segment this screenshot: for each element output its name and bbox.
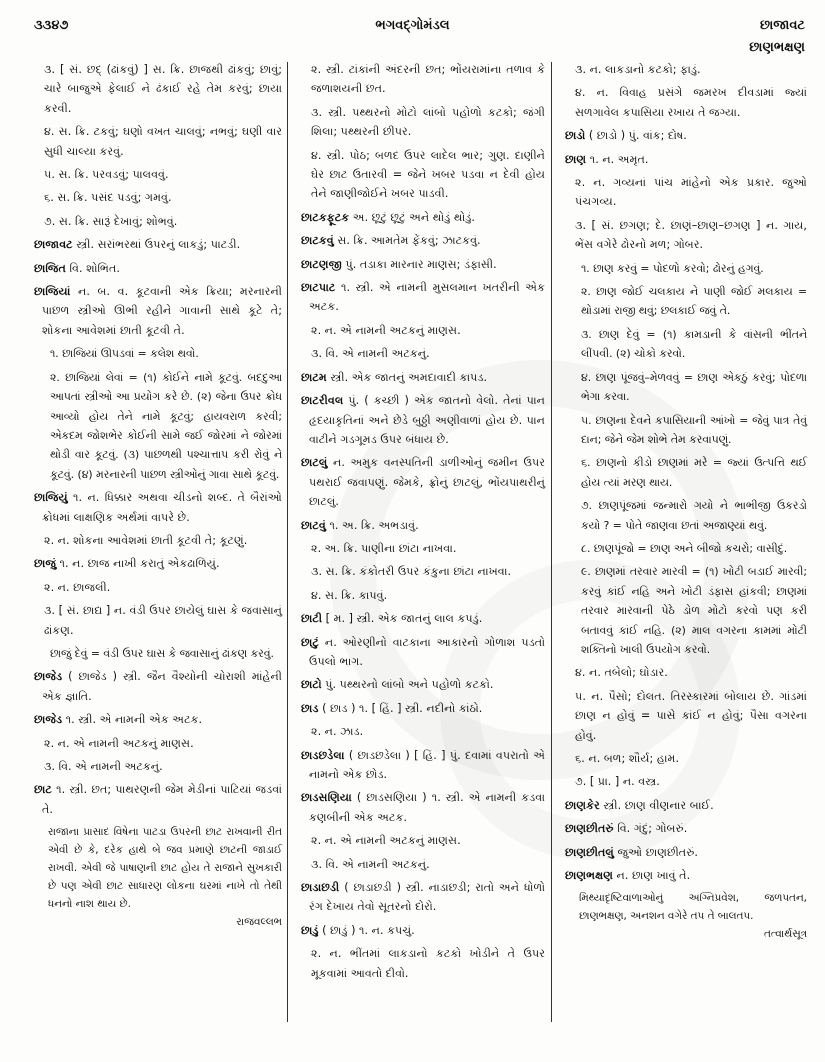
definition-text: ૧. સ્ત્રી. છત; પાથરણની જેમ મેડીનાં પાટિયાં જડવાં તે. xyxy=(42,783,282,816)
dictionary-entry xyxy=(34,259,282,278)
sense-entry xyxy=(301,722,545,741)
citation-source: તત્વાર્થસૂત્ર xyxy=(763,928,807,941)
dictionary-entry xyxy=(301,516,545,535)
column-3 xyxy=(565,60,807,947)
definition-text: ૫. સ. ક્રિ. પરવડવું; પાલવવું. xyxy=(44,168,169,182)
column-divider xyxy=(287,62,288,1022)
headword: છાણભક્ષણ xyxy=(565,869,613,883)
sense-entry xyxy=(565,687,807,745)
idiom-entry xyxy=(34,344,282,363)
headword: છાજાવટ xyxy=(34,238,73,252)
headword: છાટલું xyxy=(301,456,328,470)
headword: છાજેડ xyxy=(34,713,63,727)
definition-text: સ્ત્રી. એક જાતનું અમદાવાદી કાપડ. xyxy=(330,370,488,384)
sense-entry xyxy=(34,122,282,161)
definition-text: ૪. સ્ત્રી. પોઠ; બળદ ઉપર લાદેલ ભાર; ગુણ. દાણીને ઘેર છાટ ઉતારવી = જેને ખબર પડવા ન દેવી હોય તેને જાણીજોઈને ખબર પાડવી. xyxy=(311,148,545,201)
definition-text: ૨. છાણ જોઈ ચલકાય ને પાણી જોઈ મલકાય = થોડામાં રાજી થવું; છલકાઈ જવું તે. xyxy=(581,285,807,318)
definition-text: ૨. સ્ત્રી. ટાંકાંની અંદરની છત; ભોંયરામાંના તળાવ કે જળાશયની છત. xyxy=(311,63,545,96)
definition-text: ૨. ન. ગવ્યનાં પાંચ માંહેનો એક પ્રકાર. જુઓ પંચગવ્ય. xyxy=(575,176,807,209)
definition-text: ૯. છાણમાં તરવાર મારવી = (૧) ખોટી બડાઈ મારવી; કરવું કાંઈ નહિ અને ખોટી ડંફાસ હાંકવી; છાણમાં તરવાર મારવાની પેઠે ડોળ મોટો કરવો પણ કરી બતાવવું કાંઈ નહિ. (૨) માલ વગરના કામમાં મોટી શક્તિનો ખાલી ઉપયોગ કરવો. xyxy=(581,565,807,656)
definition-text: ૮. છાણપૂંજો = છાણ અને બીજો કચરો; વાસીદું. xyxy=(581,541,788,555)
definition-text: મિથ્યાદૃષ્ટિવાળાઓનું અગ્નિપ્રવેશ, જળપતન, છાણભક્ષણ, અનશન વગેરે તપ તે બાલતપ. xyxy=(579,892,807,923)
sense-entry xyxy=(301,539,545,558)
sense-entry xyxy=(565,60,807,79)
sense-entry xyxy=(34,165,282,184)
sense-entry xyxy=(34,757,282,776)
headword: છાડછડેલા xyxy=(301,748,345,762)
dictionary-entry xyxy=(565,796,807,815)
dictionary-entry xyxy=(565,126,807,145)
column-divider xyxy=(551,62,552,1022)
definition-text: ૧. ન. ધિક્કાર અથવા ચીડનો શબ્દ. તે બૈરાંઓ ક્રોધમાં લાક્ષણિક અર્થમાં વાપરે છે. xyxy=(42,491,283,524)
definition-text: ૩. વિ. એ નામની અટકનું. xyxy=(44,760,163,773)
headword: છાટરીવલ xyxy=(301,394,344,408)
definition-text: ૩. સ્ત્રી. પથ્થરનો મોટો લાંબો પહોળો કટકો; જંગી શિલા; પથ્થરની છીપર. xyxy=(311,105,545,139)
headword: છાટવું xyxy=(301,518,326,532)
definition-text: ૬. સ. ક્રિ. પસંદ પડવું; ગમવું. xyxy=(44,191,172,205)
headword: છાડાછડી xyxy=(301,881,340,895)
idiom-entry xyxy=(565,325,807,364)
definition-text: ૨. ન. એ નામની અટકનું માણસ. xyxy=(311,323,461,337)
headword: છાડસણિયા xyxy=(301,791,352,805)
headword: છાણછીતલું xyxy=(565,845,614,859)
headword: છાટું xyxy=(301,635,319,649)
book-title: ભગવદ્ગોમંડલ xyxy=(375,18,450,33)
definition-text: ૫. છાણના દેવને કપાસિયાની આંખો = જેવું પાત્ર તેવું દાન; જેને જેમ શોભે તેમ કરવાપણું. xyxy=(581,413,807,446)
headword: છાજિત xyxy=(34,261,66,275)
headword: છાડો xyxy=(565,129,586,143)
definition-text: રાજાના પ્રાસાદ વિષેના પાટડા ઉપરની છાટ રાખવાની રીત એવી છે કે, દરેક હાથે બે જવ પ્રમાણે છાટની જાડાઈ રાખવી. એવી જે પાષાણની છાટ હોય તે રાજાને સુખકારી છે પણ એવી છાટ સાધારણ લોકના ઘરમાં નાખે તો તેથી ધનનો નાશ થાય છે. xyxy=(48,826,282,911)
definition-text: ન. ઓરણીનો વાટકાના આકારનો ગોળાશ પડતો ઉપલો ભાગ. xyxy=(309,635,545,668)
definition-text: ૩. [ સં. છદ્ (ઢાંકવું) ] સ. ક્રિ. છાજથી ઢાંકવું; છાવું; ચારે બાજુએ ફેલાઈ ને ઢંકાઈ રહે તેમ કરવું; છાયા કરવી. xyxy=(44,63,282,115)
definition-text: ૨. ન. એ નામની અટકનું માણસ. xyxy=(44,736,194,750)
headword: છાડું xyxy=(301,923,319,937)
idiom-entry xyxy=(565,282,807,321)
citation-source: રાજવલ્લભ xyxy=(236,916,282,929)
idiom-entry xyxy=(565,453,807,492)
definition-text: સ્ત્રી. છાણ વીણનાર બાઈ. xyxy=(603,798,714,812)
sense-entry xyxy=(34,212,282,231)
idiom-entry xyxy=(565,411,807,450)
idiom-entry xyxy=(565,259,807,278)
dictionary-entry xyxy=(34,554,282,573)
dictionary-entry xyxy=(565,843,807,862)
sense-entry xyxy=(301,103,545,142)
definition-text: ૭. [ પ્રા. ] ન. વસ્ત્ર. xyxy=(575,775,660,789)
definition-text: ૪. સ. ક્રિ. ટકવું; ઘણો વખત ચાલવું; નભવું; ઘણી વાર સુધી ચાલ્યા કરવું. xyxy=(44,125,282,158)
sense-entry xyxy=(565,173,807,212)
dictionary-entry xyxy=(34,282,282,340)
definition-text: જુઓ છાણછીતરું. xyxy=(617,845,698,859)
definition-text: ૩. વિ. એ નામની અટકનું. xyxy=(311,347,430,361)
definition-text: પું. ( કચ્છી ) એક જાતનો વેલો. તેનાં પાન હૃદયાકૃતિનાં અને છેડે બુઠ્ઠી અણીવાળાં હોય છે. પાન વાટીને ગડગૂમડ ઉપર બંધાય છે. xyxy=(309,394,545,446)
headword: છાણ xyxy=(565,152,587,166)
definition-text: ૪. સ. ક્રિ. કાપવું. xyxy=(311,588,388,602)
definition-text: ૧. ન. છાજ નાખી કરાતું એકઢાળિયું. xyxy=(59,557,220,571)
definition-text: ૩. [ સં. છાદ્ય ] ન. વંડી ઉપર છાયેલું ઘાસ કે જવાસાનું ઢાંકણ. xyxy=(44,604,282,637)
sense-entry xyxy=(301,146,545,204)
sense-entry xyxy=(34,188,282,207)
dictionary-entry xyxy=(565,866,807,885)
dictionary-entry xyxy=(565,150,807,169)
definition-text: ૧. સ્ત્રી. એ નામની મુસલમાન ખતરીની એક અટક. xyxy=(309,281,545,314)
headword: છાટપાટ xyxy=(301,281,336,295)
dictionary-entry xyxy=(301,208,545,227)
dictionary-entry xyxy=(34,667,282,706)
sense-entry xyxy=(301,586,545,605)
sense-entry xyxy=(565,749,807,768)
definition-text: ન. બ. વ. કૂટવાની એક ક્રિયા; મરનારની પાછળ સ્ત્રીઓ ઊભી રહીને ગાવાની સાથે કૂટે તે; શોકના આવેશમાં છાતી કૂટવી તે. xyxy=(42,285,282,337)
definition-text: ૨. છાજિયાં લેવાં = (૧) કોઈને નામે કૂટવું. બદદુઆ આપતાં સ્ત્રીઓ આ પ્રયોગ કરે છે. (૨) જેના ઉપર ક્રોધ આવ્યો હોય તેને નામે કૂટવું; હાયવરાળ કરવી; એકદમ જોશભેર કોઈની સામે જઈ જોરમાં ને જોરમાં થોડી વાર કૂટવું. (૩) પાછળથી પશ્ચાત્તાપ કરી રોવું ને કૂટવું. (૪) મરનારની પાછળ સ્ત્રીઓનું ગાવા સાથે કૂટવું. xyxy=(50,370,282,481)
definition-text: ૧. અ. ક્રિ. અભડાવું. xyxy=(329,518,419,532)
sense-entry xyxy=(34,60,282,118)
definition-text: ૭. સ. ક્રિ. સારૂં દેખાવું; શોભવું. xyxy=(44,214,178,228)
dictionary-entry xyxy=(301,699,545,718)
sense-entry xyxy=(301,562,545,581)
sense-entry xyxy=(301,831,545,850)
definition-text: ૨. ન. છાજલી. xyxy=(44,580,111,594)
definition-text: ૬. છાણનો કીડો છાણમાં મરે = જ્યાં ઉત્પત્તિ થઈ હોય ત્યાં મરણ થાય. xyxy=(581,456,807,489)
page-number: ૩૩૪૭ xyxy=(34,18,69,33)
idiom-entry xyxy=(565,539,807,558)
definition-text: ૨. ન. શોકના આવેશમાં છાતી કૂટવી તે; કૂટણું. xyxy=(44,533,248,547)
definition-text: સ્ત્રી. સરાંભરથાં ઉપરનું લાકડું; પાટડી. xyxy=(76,238,241,252)
definition-text: ( છાડાછડી ) સ્ત્રી. નાડાછડી; રાતો અને ધોળો રંગ દેખાય તેવો સૂતરનો દોરો. xyxy=(309,881,545,914)
definition-text: ૭. છાણપૂંજમાં જન્મારો ગયો ને ભાભીજી ઉકરડો કયો ? = પોતે જાણવા છતાં અજાણ્યાં થવું. xyxy=(581,499,807,532)
headword: છાટકફૂટક xyxy=(301,210,350,224)
definition-text: ૩. ન. લાકડાનો કટકો; ફાડું. xyxy=(575,63,701,76)
sense-entry xyxy=(301,944,545,983)
headword: છાટ xyxy=(34,783,52,797)
dictionary-entry xyxy=(301,746,545,785)
definition-text: ૧. ન. અમૃત. xyxy=(589,152,649,166)
definition-text: ૩. છાણ દેવું = (૧) કામડાની કે વાંસની ભીંતને લીંપવી. (૨) ચોકો કરવો. xyxy=(581,327,807,361)
definition-text: ૧. છાણ કરવું = પોદળો કરવો; ઢોરનું હગવું. xyxy=(581,261,764,275)
dictionary-entry xyxy=(301,878,545,917)
sense-entry xyxy=(34,601,282,640)
definition-text: ૪. ન. વિવાહ પ્રસંગે જમરખ દીવડામાં જ્યાં સળગાવેલ કપાસિયા રખાય તે જગ્યા. xyxy=(575,86,807,119)
definition-text: ( છાડસણિયા ) ૧. સ્ત્રી. એ નામની કડવા કણબીની એક અટક. xyxy=(309,791,545,824)
idiom-entry xyxy=(34,368,282,484)
headword: છાજું xyxy=(34,557,56,571)
sense-entry xyxy=(34,734,282,753)
dictionary-entry xyxy=(301,391,545,449)
definition-text: પું. પથ્થરનો લાંબો અને પહોળો કટકો. xyxy=(325,678,494,692)
definition-text: ( છાડછડેલા ) [ હિં. ] પું. દવામાં વપરાતો એ નામનો એક છોડ. xyxy=(309,748,545,781)
definition-text: [ મ. ] સ્ત્રી. એક જાતનું લાલ કપડું. xyxy=(325,612,483,626)
dictionary-entry xyxy=(34,488,282,527)
headword: છાટણજી xyxy=(301,257,342,271)
definition-text: ૩. સ. ક્રિ. કંકોતરી ઉપર કંકુના છાંટા નાખવા. xyxy=(311,565,512,579)
sense-entry xyxy=(301,855,545,874)
dictionary-entry xyxy=(34,235,282,254)
sense-entry xyxy=(301,344,545,363)
definition-text: ૪. છાણ પૂંજવું–મેળવવું = છાણ એકઠું કરવું; પોદળા ભેગા કરવા. xyxy=(581,370,807,404)
dictionary-entry xyxy=(301,231,545,250)
definition-text: ( છાડું ) ૧. ન. કપચું. xyxy=(322,923,415,937)
dictionary-entry xyxy=(301,788,545,827)
definition-text: ( છાડ ) ૧. [ હિં. ] સ્ત્રી. નદીનો કાંઠો. xyxy=(322,701,483,715)
dictionary-entry xyxy=(301,453,545,511)
definition-text: ૨. ન. ભીંતમાં લાકડાનો કટકો ખોડીને તે ઉપર મૂકવામાં આવતો દીવો. xyxy=(311,947,545,980)
sense-entry xyxy=(565,216,807,255)
guide-word-bottom: છાણભક્ષણ xyxy=(749,40,805,55)
definition-text: સ. ક્રિ. આમતેમ ફેંકવું; ઝાટકવું. xyxy=(337,234,481,248)
definition-text: વિ. ગંદું; ગોબરું. xyxy=(617,822,688,836)
sense-entry xyxy=(301,60,545,99)
dictionary-entry xyxy=(301,609,545,628)
idiom-entry xyxy=(34,644,282,663)
dictionary-entry xyxy=(301,255,545,274)
sense-entry xyxy=(301,321,545,340)
dictionary-entry xyxy=(565,819,807,838)
column-1 xyxy=(34,60,282,935)
headword: છાડ xyxy=(301,701,319,715)
definition-text: ૬. ન. બળ; શૌર્ય; હામ. xyxy=(575,752,679,765)
definition-text: વિ. શોભિત. xyxy=(69,261,120,275)
definition-text: ૧. છાજિયાં ઊપડવાં = કલેશ થવો. xyxy=(50,347,199,361)
headword: છાણછીતરું xyxy=(565,822,614,836)
sense-entry xyxy=(34,578,282,597)
definition-text: ન. છાણ ખાવું તે. xyxy=(616,869,691,883)
sense-entry xyxy=(34,531,282,550)
definition-text: ૩. [ સં. છગણ; દે. છાણં–છાણ–છગણ ] ન. ગાય, ભેંસ વગેરે ઢોરનો મળ; ગોબર. xyxy=(575,218,807,252)
citation-quote xyxy=(565,889,807,943)
sense-entry xyxy=(565,772,807,791)
headword: છાટી xyxy=(301,612,323,626)
dictionary-entry xyxy=(34,710,282,729)
headword: છાજિયું xyxy=(34,491,68,505)
dictionary-entry xyxy=(301,921,545,940)
definition-text: છાજું દેવું = વંડી ઉપર ઘાસ કે જવાસાનું ઢાંકણ કરવું. xyxy=(50,646,274,660)
dictionary-entry xyxy=(34,780,282,819)
definition-text: ( છાજેડ ) સ્ત્રી. જૈન વૈશ્યોની ચોરાશી માંહેની એક જ્ઞાતિ. xyxy=(42,670,282,703)
definition-text: ૧. સ્ત્રી. એ નામની એક અટક. xyxy=(65,713,203,727)
column-2 xyxy=(301,60,545,987)
idiom-entry xyxy=(565,496,807,535)
headword: છાટમ xyxy=(301,370,327,384)
definition-text: ૫. ન. પૈસો; દોલત. તિરસ્કારમાં બોલાય છે. ગાંડમાં છાણ ન હોવું = પાસે કાંઈ ન હોવું; પૈસા વગરના હોવું. xyxy=(575,689,807,742)
dictionary-entry xyxy=(301,675,545,694)
sense-entry xyxy=(565,83,807,122)
definition-text: ૨. અ. ક્રિ. પાણીના છાંટા નાખવા. xyxy=(311,541,457,555)
citation-quote xyxy=(34,823,282,931)
headword: છાજિયાં xyxy=(34,285,71,299)
definition-text: ( છાડો ) પું. વાંક; દોષ. xyxy=(588,129,687,143)
definition-text: ૨. ન. એ નામની અટકનું માણસ. xyxy=(311,834,461,848)
headword: છાણકેર xyxy=(565,798,600,812)
sense-entry xyxy=(565,663,807,682)
definition-text: પું. તડાકા મારનાર માણસ; ડંફાસી. xyxy=(345,257,497,271)
headword: છાજેડ xyxy=(34,670,63,684)
dictionary-entry xyxy=(301,278,545,317)
definition-text: ૪. ન. તબેલો; ઘોડાર. xyxy=(575,666,668,680)
definition-text: ૩. વિ. એ નામની અટકનું. xyxy=(311,857,430,871)
definition-text: ૨. ન. ઝાડ. xyxy=(311,725,364,739)
dictionary-entry xyxy=(301,368,545,387)
definition-text: અ. છૂટું છૂટું અને થોડું થોડું. xyxy=(352,210,475,224)
idiom-entry xyxy=(565,368,807,407)
dictionary-entry xyxy=(301,633,545,672)
headword: છાટકવું xyxy=(301,234,334,248)
guide-word-top: છાજાવટ xyxy=(760,18,805,33)
headword: છાટો xyxy=(301,678,322,692)
page-header xyxy=(0,6,825,56)
definition-text: ન. અમુક વનસ્પતિની ડાળીઓનું જમીન ઉપર પથરાઈ જવાપણું. જેમકે, ફ્રોનું છાટલું, ભોંયપાથરીનું છાટલું. xyxy=(309,456,546,509)
idiom-entry xyxy=(565,562,807,659)
